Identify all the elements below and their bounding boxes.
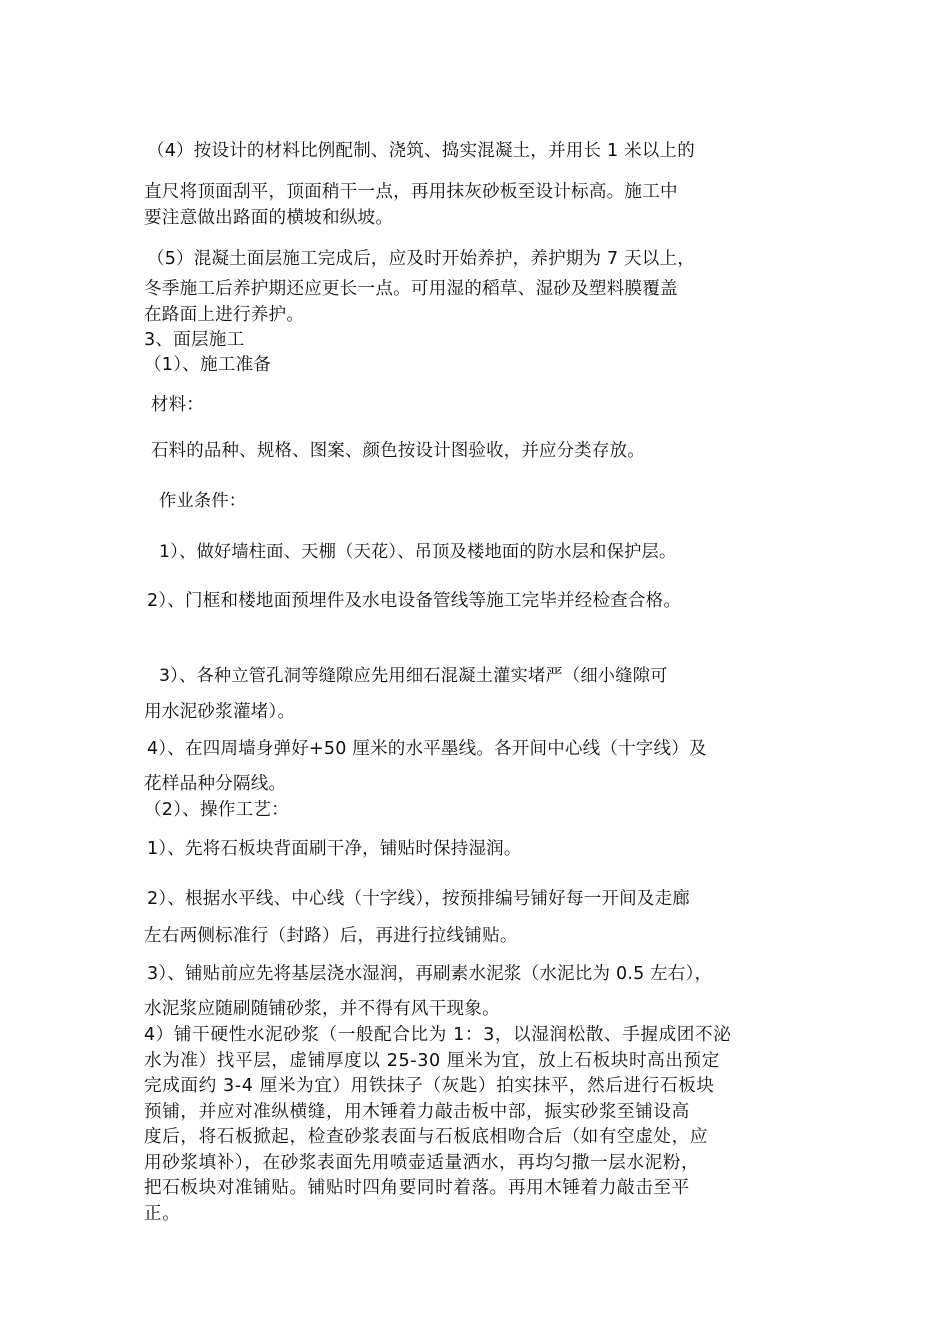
materials-text: 石料的品种、规格、图案、颜色按设计图验收，并应分类存放。 — [151, 441, 645, 461]
section-3-heading: 3、面层施工 — [144, 330, 245, 350]
operation-4-line-2: 水为准）找平层，虚铺厚度以 25-30 厘米为宜，放上石板块时高出预定 — [144, 1051, 720, 1071]
paragraph-4-line-1: （4）按设计的材料比例配制、浇筑、捣实混凝土，并用长 1 米以上的 — [147, 141, 695, 161]
materials-heading: 材料： — [151, 395, 204, 415]
operation-4-line-3: 完成面约 3-4 厘米为宜）用铁抹子（灰匙）拍实抹平，然后进行石板块 — [144, 1076, 715, 1096]
operation-4-line-7: 把石板块对准铺贴。铺贴时四角要同时着落。再用木锤着力敲击至平 — [144, 1178, 690, 1198]
operation-1: 1）、先将石板块背面刷干净，铺贴时保持湿润。 — [147, 839, 522, 859]
operation-4-line-4: 预铺，并应对准纵横缝，用木锤着力敲击板中部，振实砂浆至铺设高 — [144, 1102, 690, 1122]
condition-1: 1）、做好墙柱面、天棚（天花）、吊顶及楼地面的防水层和保护层。 — [159, 542, 677, 562]
operation-3-line-1: 3）、铺贴前应先将基层浇水湿润，再刷素水泥浆（水泥比为 0.5 左右）， — [147, 964, 713, 984]
paragraph-4-line-2: 直尺将顶面刮平，顶面稍干一点，再用抹灰砂板至设计标高。施工中 — [144, 182, 678, 202]
condition-3-line-1: 3）、各种立管孔洞等缝隙应先用细石混凝土灌实堵严（细小缝隙可 — [159, 666, 668, 686]
subsection-1-heading: （1）、施工准备 — [144, 355, 272, 375]
subsection-2-heading: （2）、操作工艺： — [144, 800, 289, 820]
paragraph-5-line-3: 在路面上进行养护。 — [144, 305, 305, 325]
paragraph-5-line-1: （5）混凝土面层施工完成后，应及时开始养护，养护期为 7 天以上， — [147, 249, 695, 269]
condition-4-line-1: 4）、在四周墙身弹好+50 厘米的水平墨线。各开间中心线（十字线）及 — [147, 739, 707, 759]
operation-3-line-2: 水泥浆应随刷随铺砂浆，并不得有风干现象。 — [144, 999, 500, 1019]
condition-2: 2）、门框和楼地面预埋件及水电设备管线等施工完毕并经检查合格。 — [147, 591, 682, 611]
operation-4-line-8: 正。 — [144, 1204, 181, 1224]
conditions-heading: 作业条件： — [159, 491, 247, 511]
paragraph-4-line-3: 要注意做出路面的横坡和纵坡。 — [144, 208, 394, 228]
operation-4-line-5: 度后，将石板掀起，检查砂浆表面与石板底相吻合后（如有空虚处，应 — [144, 1127, 709, 1147]
condition-4-line-2: 花样品种分隔线。 — [144, 774, 287, 794]
paragraph-5-line-2: 冬季施工后养护期还应更长一点。可用湿的稻草、湿砂及塑料膜覆盖 — [144, 279, 678, 299]
operation-2-line-1: 2）、根据水平线、中心线（十字线），按预排编号铺好每一开间及走廊 — [147, 889, 690, 909]
operation-4-line-6: 用砂浆填补），在砂浆表面先用喷壶适量洒水，再均匀撒一层水泥粉， — [144, 1153, 700, 1173]
condition-3-line-2: 用水泥砂浆灌堵）。 — [144, 702, 296, 722]
operation-2-line-2: 左右两侧标准行（封路）后，再进行拉线铺贴。 — [144, 926, 518, 946]
operation-4-line-1: 4）铺干硬性水泥砂浆（一般配合比为 1：3，以湿润松散、手握成团不泌 — [144, 1025, 732, 1045]
